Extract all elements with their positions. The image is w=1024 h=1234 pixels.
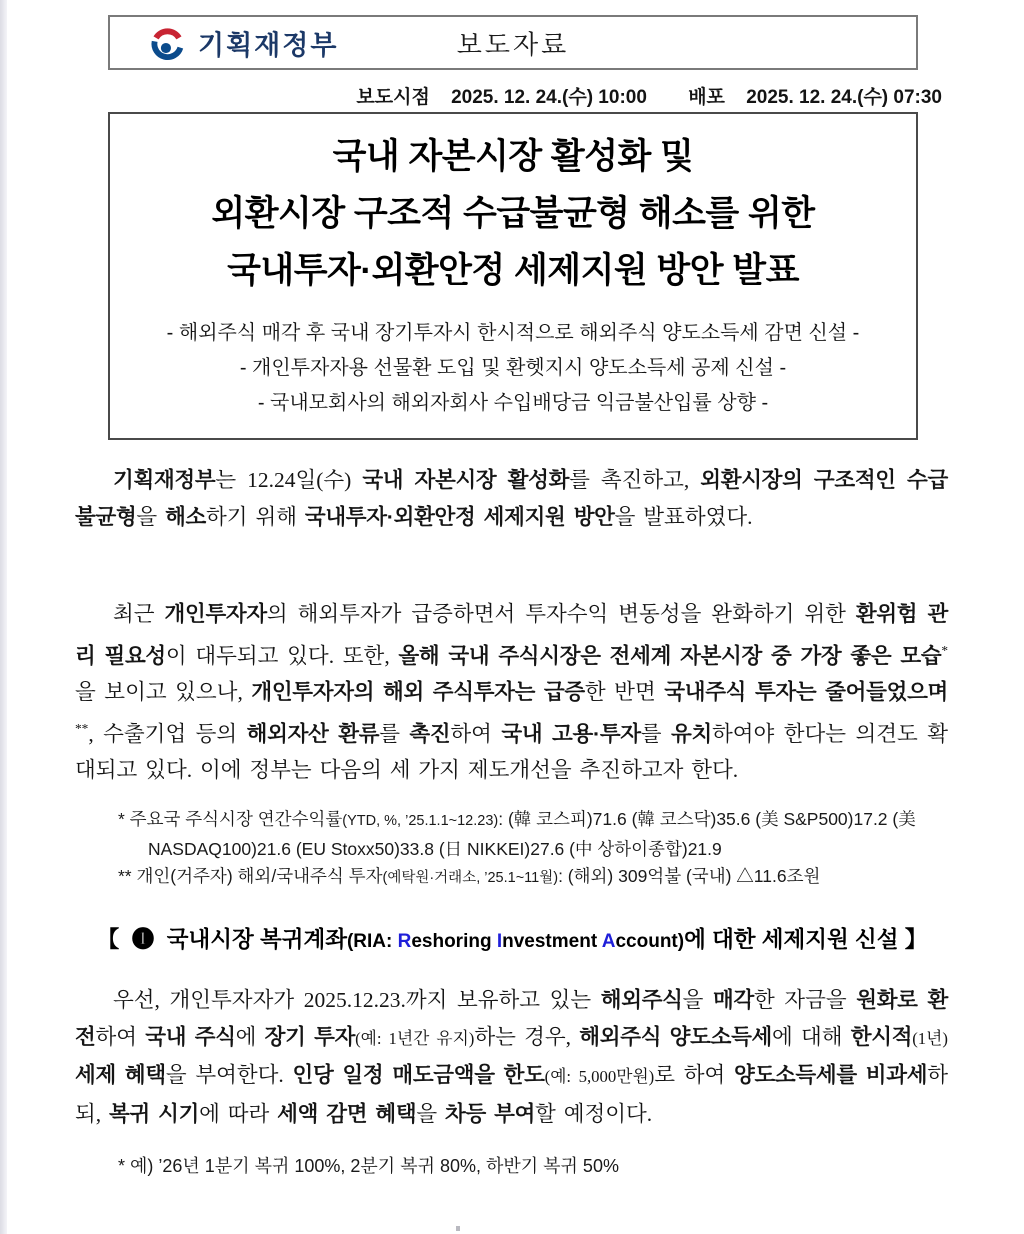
footnote-ria-example: * 예) ’26년 1분기 복귀 100%, 2분기 복귀 80%, 하반기 복귀 50%	[118, 1156, 619, 1176]
page-number-mark	[456, 1226, 460, 1231]
title-line-2: 외환시장 구조적 수급불균형 해소를 위한	[211, 194, 815, 233]
footnote-market-yield: * 주요국 주식시장 연간수익률(YTD, %, ’25.1.1~12.23): (韓 코스피)71.6 (韓 코스닥)35.6 (美 S&P500)17.2 (美 NASDAQ100)21.6 (EU Stoxx50)33.8 (日 NIKKEI)27.6 (中 상하이종합)21.9	[118, 809, 916, 859]
press-title	[110, 128, 916, 299]
subtitle-line-3: - 국내모회사의 해외자회사 수입배당금 익금불산입률 상향 -	[257, 392, 769, 414]
paragraph-intro: 기획재정부는 12.24일(수) 국내 자본시장 활성화를 촉진하고, 외환시장의 구조적인 수급 불균형을 해소하기 위해 국내투자·외환안정 세제지원 방안을 발표하였다.	[75, 468, 948, 529]
title-line-3: 국내투자·외환안정 세제지원 방안 발표	[227, 251, 799, 290]
dateline	[356, 82, 942, 109]
doc-type-label: 보도자료	[456, 29, 570, 59]
ministry-name: 기획재정부	[198, 30, 339, 60]
footnotes-block	[118, 806, 940, 893]
scan-edge-shadow	[0, 0, 7, 1234]
footnote-personal-investment: ** 개인(거주자) 해외/국내주식 투자(예탁원·거래소, ’25.1~11월): (해외) 309억불 (국내) △11.6조원	[118, 866, 821, 886]
subtitle-line-1: - 해외주식 매각 후 국내 장기투자시 한시적으로 해외주식 양도소득세 감면 신설 -	[166, 322, 860, 344]
release-time-value: 2025. 12. 24.(수) 10:00	[451, 87, 647, 108]
paragraph-background: 최근 개인투자자의 해외투자가 급증하면서 투자수익 변동성을 완화하기 위한 환위험 관리 필요성이 대두되고 있다. 또한, 올해 국내 주식시장은 전세계 자본시장 중 가장 좋은 모습*을 보이고 있으나, 개인투자자의 해외 주식투자는 급증한 반면 국내주식 투자는 줄어들었으며**, 수출기업 등의 해외자산 환류를 촉진하여 국내 고용·투자를 유치하여야 한다는 의견도 확대되고 있다. 이에 정부는 다음의 세 가지 제도개선을 추진하고자 한다.	[75, 602, 949, 783]
distribution-value: 2025. 12. 24.(수) 07:30	[746, 87, 942, 108]
paragraph-ria-detail: 우선, 개인투자자가 2025.12.23.까지 보유하고 있는 해외주식을 매각한 자금을 원화로 환전하여 국내 주식에 장기 투자(예: 1년간 유지)하는 경우, 해외주식 양도소득세에 대해 한시적(1년) 세제 혜택을 부여한다. 인당 일정 매도금액을 한도(예: 5,000만원)로 하여 양도소득세를 비과세하되, 복귀 시기에 따라 세액 감면 혜택을 차등 부여할 예정이다.	[75, 988, 948, 1126]
title-box	[108, 112, 918, 440]
header-box	[108, 15, 918, 70]
distribution-label: 배포	[688, 87, 725, 108]
subtitle-line-2: - 개인투자자용 선물환 도입 및 환헷지시 양도소득세 공제 신설 -	[239, 357, 787, 379]
title-line-1: 국내 자본시장 활성화 및	[332, 137, 694, 176]
section-heading-ria: 【 ❶ 국내시장 복귀계좌(RIA: Reshoring Investment Account)에 대한 세제지원 신설 】	[96, 927, 928, 952]
press-subtitles	[110, 316, 916, 421]
release-time-label: 보도시점	[356, 87, 430, 108]
